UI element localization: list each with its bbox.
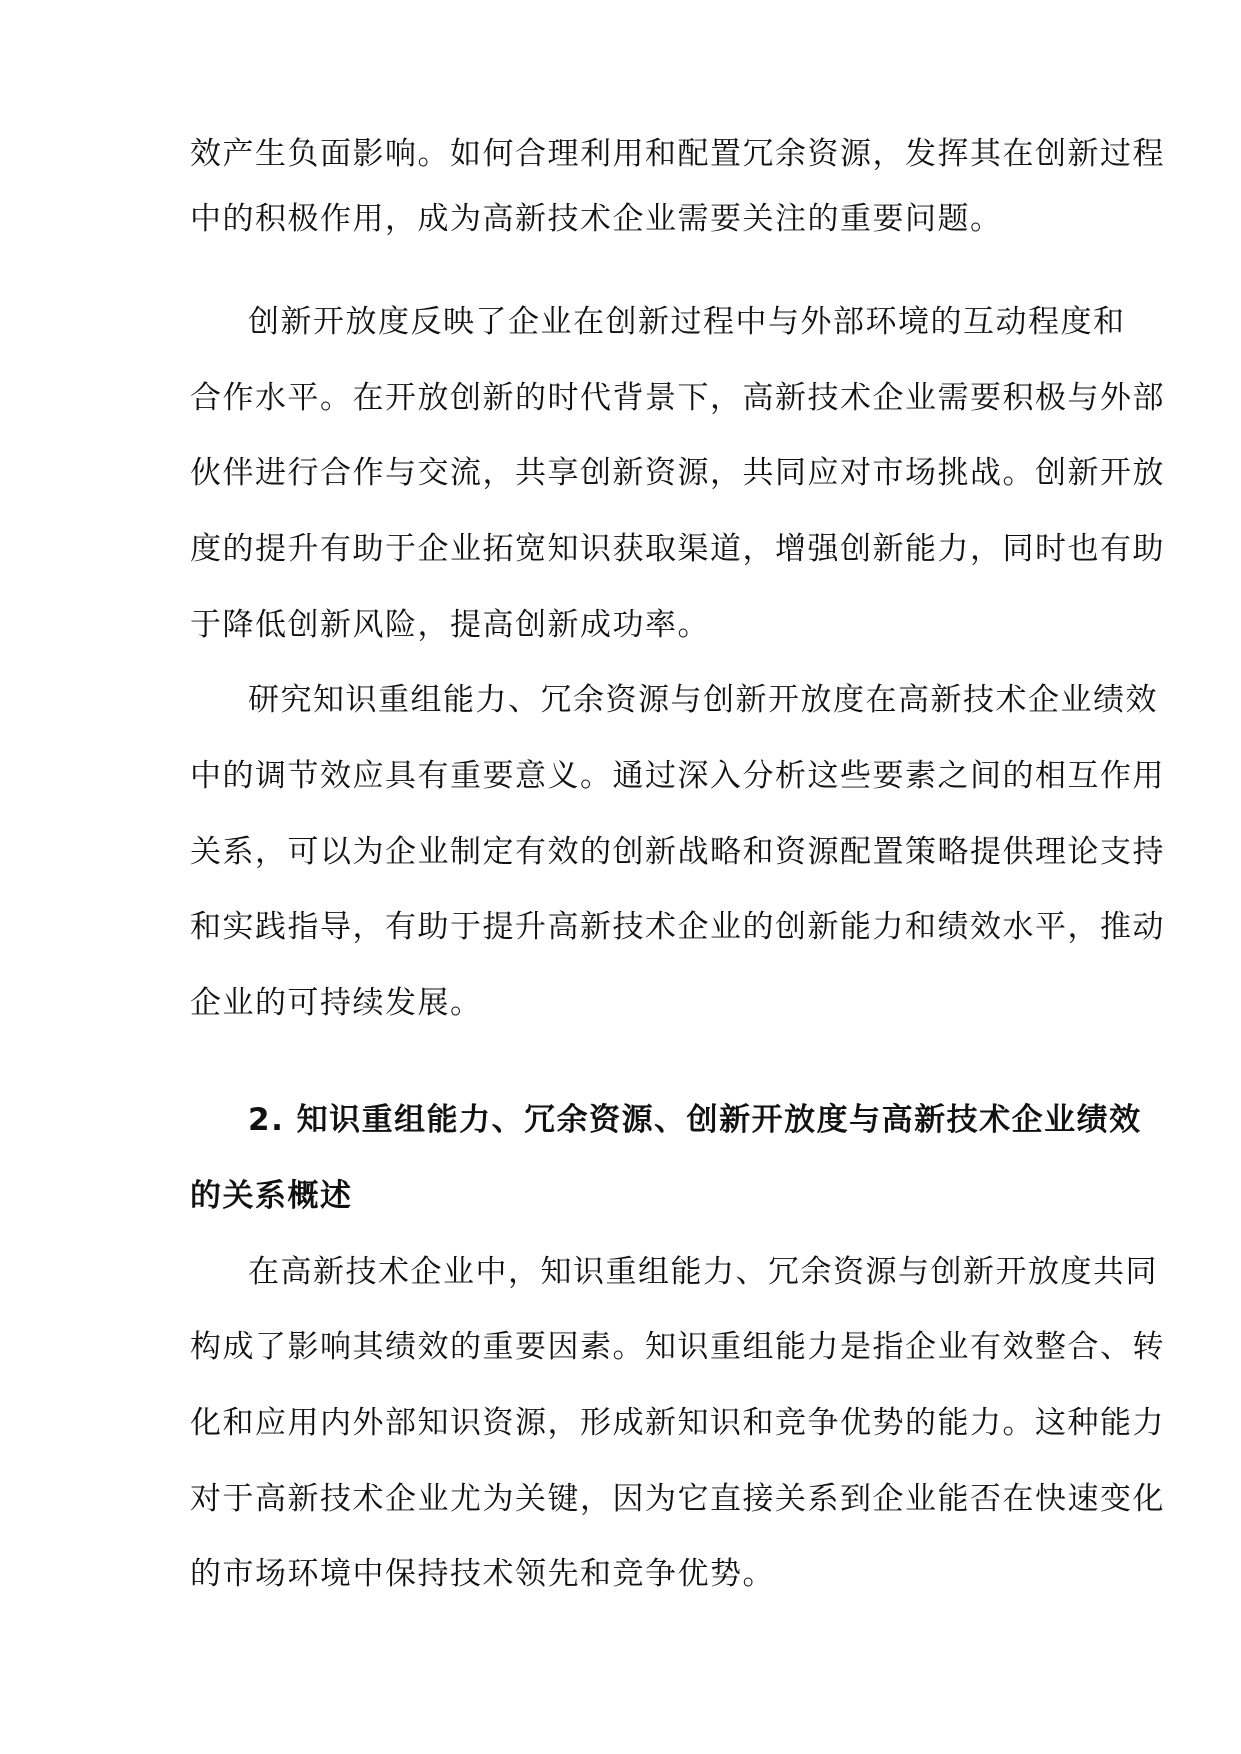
paragraph-4-line-5: 的市场环境中保持技术领先和竞争优势。 — [190, 1556, 775, 1592]
paragraph-4-line-3: 化和应用内外部知识资源，形成新知识和竞争优势的能力。这种能力 — [190, 1405, 1165, 1441]
section-heading-line-1: 2. 知识重组能力、冗余资源、创新开放度与高新技术企业绩效 — [248, 1102, 1142, 1138]
paragraph-4-line-4: 对于高新技术企业尤为关键，因为它直接关系到企业能否在快速变化 — [190, 1481, 1165, 1517]
paragraph-1-line-2: 中的积极作用，成为高新技术企业需要关注的重要问题。 — [190, 201, 1003, 237]
paragraph-3-line-3: 关系，可以为企业制定有效的创新战略和资源配置策略提供理论支持 — [190, 834, 1165, 870]
paragraph-2-line-1: 创新开放度反映了企业在创新过程中与外部环境的互动程度和 — [248, 304, 1126, 340]
paragraph-3-line-2: 中的调节效应具有重要意义。通过深入分析这些要素之间的相互作用 — [190, 758, 1165, 794]
paragraph-4-line-1: 在高新技术企业中，知识重组能力、冗余资源与创新开放度共同 — [248, 1254, 1158, 1290]
paragraph-3-line-5: 企业的可持续发展。 — [190, 985, 483, 1021]
paragraph-2-line-3: 伙伴进行合作与交流，共享创新资源，共同应对市场挑战。创新开放 — [190, 455, 1165, 491]
paragraph-3-line-1: 研究知识重组能力、冗余资源与创新开放度在高新技术企业绩效 — [248, 682, 1158, 718]
paragraph-3-line-4: 和实践指导，有助于提升高新技术企业的创新能力和绩效水平，推动 — [190, 909, 1165, 945]
paragraph-2-line-5: 于降低创新风险，提高创新成功率。 — [190, 607, 710, 643]
paragraph-2-line-4: 度的提升有助于企业拓宽知识获取渠道，增强创新能力，同时也有助 — [190, 531, 1165, 567]
paragraph-2-line-2: 合作水平。在开放创新的时代背景下，高新技术企业需要积极与外部 — [190, 380, 1165, 416]
paragraph-1-line-1: 效产生负面影响。如何合理利用和配置冗余资源，发挥其在创新过程 — [190, 136, 1165, 172]
paragraph-4-line-2: 构成了影响其绩效的重要因素。知识重组能力是指企业有效整合、转 — [190, 1329, 1165, 1365]
section-heading-line-2: 的关系概述 — [190, 1178, 353, 1214]
